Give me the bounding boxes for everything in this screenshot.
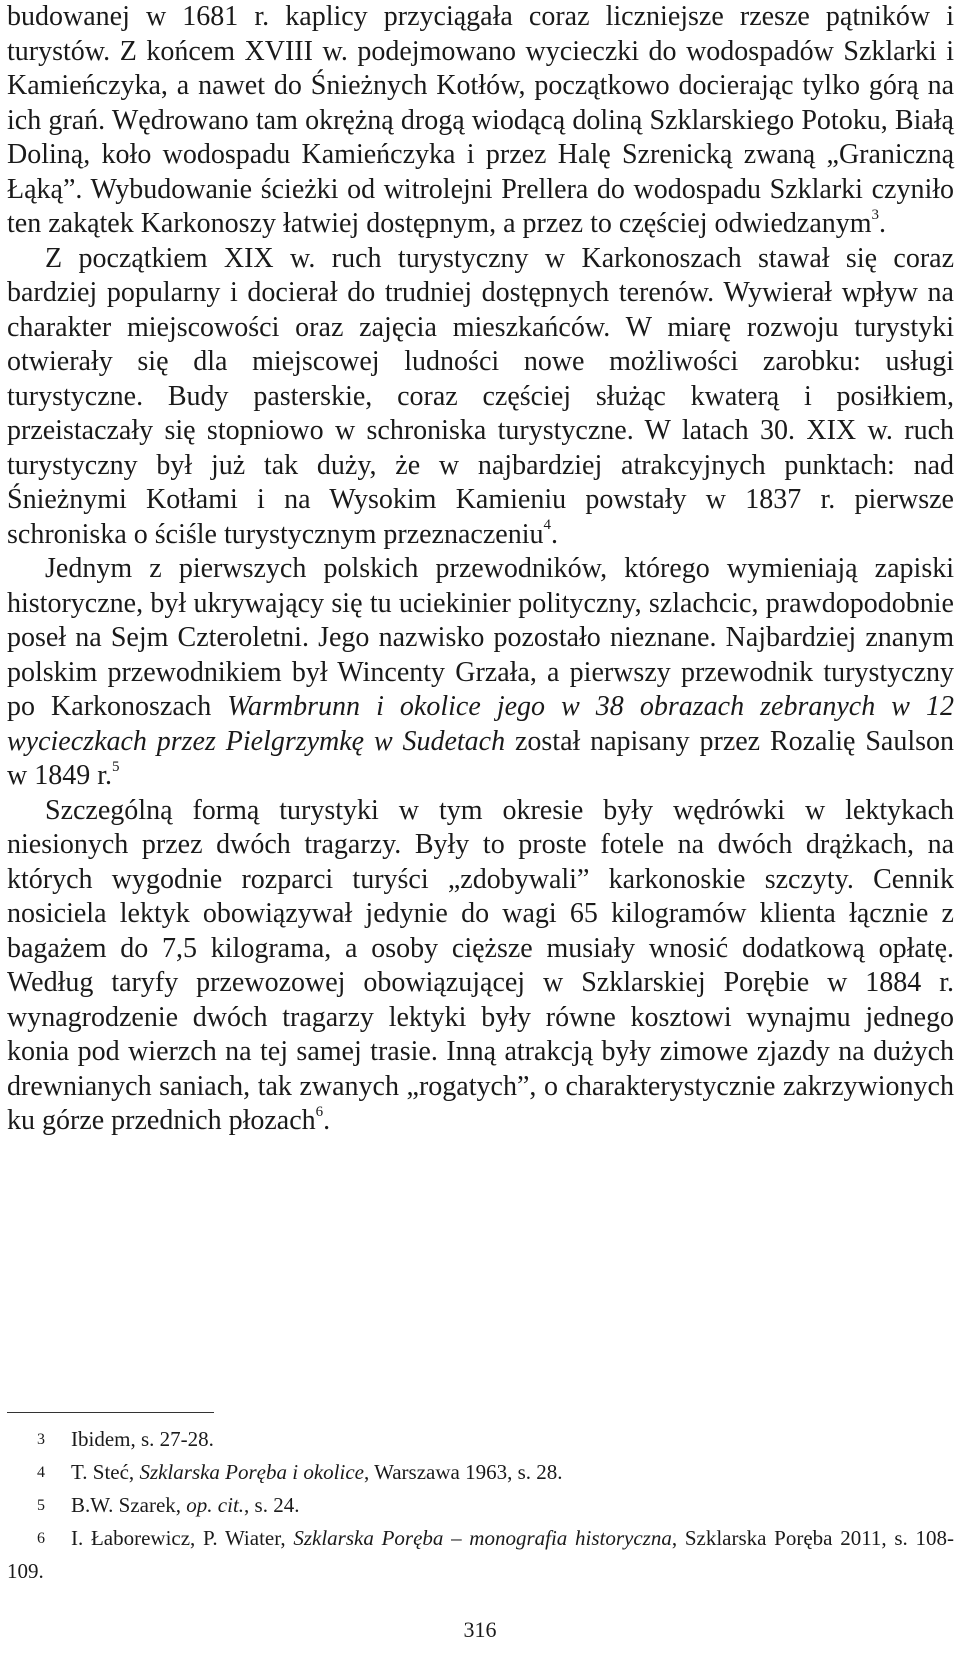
text-run: . [550,518,558,550]
text-run: , s. 24. [244,1493,300,1517]
text-run: Szczególną formą turystyki w tym okresie były wędrówki w lektykach niesionych przez dwóch tragarzy. Były to proste fotele na dwóch drążkach, na których wygodnie rozparci turyści „zdobywali” karkonoskie szczyty. Cennik nosiciela lektyk obowiązywał jedynie do wagi 65 kilogramów klienta łącznie z bagażem do 7,5 kilograma, a osoby cięższe musiały wnosić dodatkową opłatę. Według taryfy przewozowej obowiązującej w Szklarskiej Porębie w 1884 r. wynagrodzenie dwóch tragarzy lektyki były równe kosztowi wynajmu jednego konia pod wierzch na tej samej trasie. Inną atrakcją były zimowe zjazdy na dużych drewnianych saniach, tak zwanych „rogatych”, o charakterystycznie zakrzywionych ku górze przednich płozach [7,794,954,1136]
footnote-number: 5 [37,1497,45,1514]
footnote [7,1490,954,1523]
footnote [7,1424,954,1457]
footnote-number: 6 [37,1530,45,1547]
text-run: T. Steć, [71,1460,140,1484]
paragraph [7,242,954,553]
footnote [7,1457,954,1490]
footnote [7,1523,954,1586]
text-run: . [879,208,887,239]
text-run: I. Łaborewicz, P. Wiater, [71,1526,294,1550]
page [7,0,954,1139]
footnote-separator [7,1412,214,1413]
text-run: został napisany przez Rozalię Saulson w 1849 r. [7,725,954,791]
italic-title: op. cit. [186,1493,245,1517]
text-run: Jednym z pierwszych polskich przewodników, którego wymieniają zapiski historyczne, był ukrywający się tu uciekinier polityczny, szlachcic, prawdopodobnie poseł na Sejm Czteroletni. Jego nazwisko pozostało nieznane. Najbardziej znanym polskim przewodnikiem był Wincenty Grzała, a pierwszy przewodnik turystyczny po Karkonoszach [7,553,954,722]
footnote-reference: 6 [315,1103,324,1120]
footnote-reference: 4 [543,517,551,534]
footnotes [7,1424,954,1586]
footnote-number: 4 [37,1464,45,1481]
text-run: B.W. Szarek, [71,1493,187,1517]
italic-title: Szklarska Poręba i okolice [139,1460,364,1484]
italic-title: Warmbrunn i okolice jego w 38 obrazach zebranych w 12 wycieczkach przez Pielgrzymkę w Sudetach [7,691,954,757]
body-text [7,0,954,1139]
footnote-reference: 3 [871,206,880,223]
text-run: budowanej w 1681 r. kaplicy przyciągała coraz liczniejsze rzesze pątników i turystów. Z końcem XVIII w. podejmowano wycieczki do wodospadów Szklarki i Kamieńczyka, a nawet do Śnieżnych Kotłów, początkowo docierając tylko górą na ich grań. Wędrowano tam okrężną drogą wiodącą doliną Szklarskiego Potoku, Białą Doliną, koło wodospadu Kamieńczyka i przez Halę Szrenicką zwaną „Graniczną Łąką”. Wybudowanie ścieżki od witrolejni Prellera do wodospadu Szklarki czyniło ten zakątek Karkonoszy łatwiej dostępnym, a przez to częściej odwiedzanym [7,1,954,239]
paragraph [7,0,954,242]
text-run: . [323,1105,331,1136]
italic-title: Szklarska Poręba – monografia historyczna [293,1526,672,1550]
text-run: Z początkiem XIX w. ruch turystyczny w Karkonoszach stawał się coraz bardziej popularny i docierał do trudniej dostępnych terenów. Wywierał wpływ na charakter miejscowości oraz zajęcia mieszkańców. W miarę rozwoju turystyki otwierały się dla miejscowej ludności nowe możliwości zarobku: usługi turystyczne. Budy pasterskie, coraz częściej służąc kwaterą i posiłkiem, przeistaczały się stopniowo w schroniska turystyczne. W latach 30. XIX w. ruch turystyczny był już tak duży, że w najbardziej atrakcyjnych punktach: nad Śnieżnymi Kotłami i na Wysokim Kamieniu powstały w 1837 r. pierwsze schroniska o ściśle turystycznym przeznaczeniu [7,242,954,550]
text-run: , Szklarska Poręba 2011, s. 108-109. [7,1526,955,1583]
page-number: 316 [463,1617,497,1642]
paragraph [7,794,954,1139]
text-run: , Warszawa 1963, s. 28. [363,1460,563,1484]
paragraph [7,552,954,794]
text-run: Ibidem, s. 27-28. [71,1427,214,1451]
footnote-reference: 5 [112,758,120,775]
footnote-number: 3 [37,1431,45,1448]
